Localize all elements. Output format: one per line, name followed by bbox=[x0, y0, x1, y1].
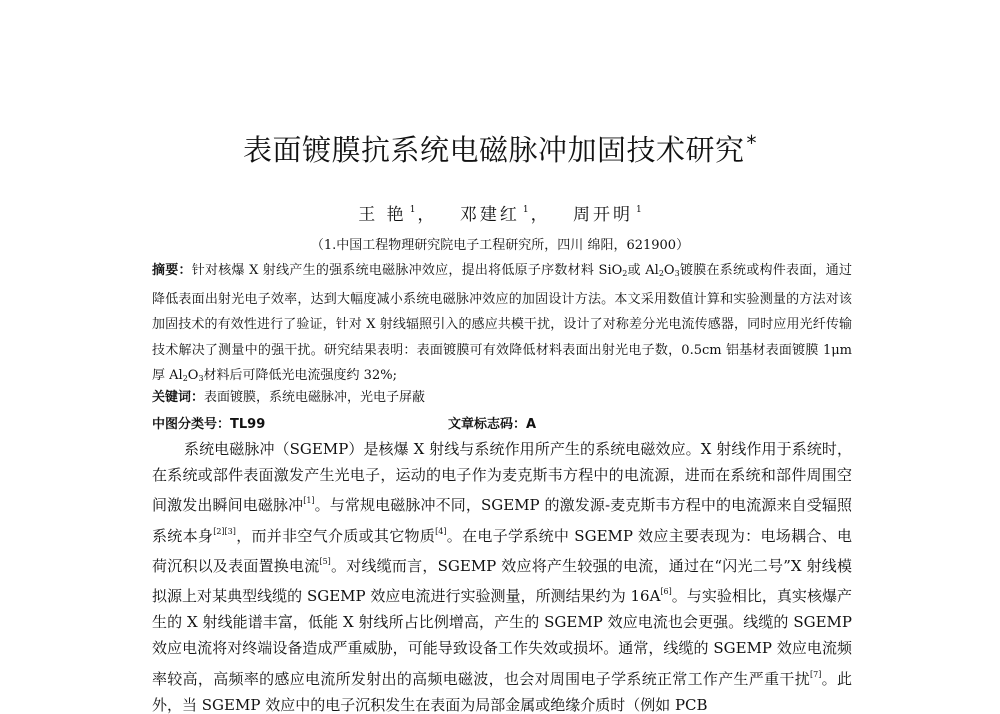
affiliation: （1.中国工程物理研究院电子工程研究所，四川 绵阳，621900） bbox=[310, 238, 690, 253]
author-list bbox=[0, 200, 1000, 225]
author-name: 王 艳 bbox=[358, 205, 407, 225]
clc-value: TL99 bbox=[230, 417, 266, 432]
abstract-text: 或 Al bbox=[627, 263, 659, 278]
citation[interactable]: [5] bbox=[319, 556, 331, 566]
abstract-text: 材料后可降低光电流强度约 32%; bbox=[203, 368, 397, 383]
doc-code-label: 文章标志码： bbox=[448, 417, 527, 432]
subscript: 3 bbox=[674, 269, 680, 278]
keywords-label: 关键词： bbox=[152, 390, 205, 405]
author-separator: ， bbox=[530, 205, 551, 225]
author-affiliation-mark: 1 bbox=[522, 205, 529, 215]
author-name: 周开明 bbox=[572, 205, 633, 225]
subscript: 2 bbox=[658, 269, 664, 278]
abstract-text: O bbox=[663, 263, 675, 278]
body-text: 。在电子学系统中 SGEMP 效应主要表现为：电场耦合、电荷沉积以及表面置换电流 bbox=[152, 526, 852, 575]
body-text: 。与实验相比，真实核爆产生的 X 射线能谱丰富，低能 X 射线所占比例增高，产生的 SGEMP 效应电流也会更强。线缆的 SGEMP 效应电流将对终端设备造成严重威胁，可能导致设备工作失效或损坏。通常，线缆的 SGEMP 效应电流频率较高，高频率的感应电流所发射出的高频电磁波，也会对周围电子学系统正常工作产生严重干扰 bbox=[152, 587, 852, 688]
body-text: 。此外，当 SGEMP 效应中的电子沉积发生在表面为局部金属或绝缘介质时（例如 PCB bbox=[152, 669, 852, 714]
body-text: ，而并非空气介质或其它物质 bbox=[235, 526, 436, 545]
body-text: 系统电磁脉冲（SGEMP）是核爆 X 射线与系统作用所产生的系统电磁效应。X 射线作用于系统时，在系统或部件表面激发产生光电子，运动的电子作为麦克斯韦方程中的电流源，进而在系统和部件周围空间激发出瞬间电磁脉冲 bbox=[152, 440, 852, 515]
citation[interactable]: [7] bbox=[810, 669, 822, 679]
classification-row bbox=[152, 413, 852, 432]
clc-label: 中图分类号： bbox=[152, 417, 231, 432]
subscript: 2 bbox=[622, 269, 628, 278]
abstract-text: 针对核爆 X 射线产生的强系统电磁脉冲效应，提出将低原子序数材料 SiO bbox=[191, 263, 623, 278]
citation[interactable]: [1] bbox=[303, 496, 315, 506]
keywords-text: 表面镀膜，系统电磁脉冲，光电子屏蔽 bbox=[204, 390, 426, 405]
body-text: 。对线缆而言，SGEMP 效应将产生较强的电流，通过在“闪光二号”X 射线模拟源上对某典型线缆的 SGEMP 效应电流进行实验测量，所测结果约为 16A bbox=[152, 556, 852, 606]
subscript: 3 bbox=[198, 374, 204, 383]
author-separator: ， bbox=[417, 205, 438, 225]
author-affiliation-mark: 1 bbox=[635, 205, 642, 215]
document-code bbox=[448, 413, 536, 432]
citation[interactable]: [6] bbox=[660, 587, 672, 597]
author-name: 邓建红 bbox=[459, 205, 520, 225]
citation[interactable]: [4] bbox=[435, 526, 447, 536]
citation[interactable]: [2][3] bbox=[213, 526, 236, 536]
doc-code-value: A bbox=[526, 417, 537, 432]
abstract-label: 摘要： bbox=[152, 263, 192, 278]
abstract bbox=[152, 258, 852, 392]
abstract-text: 镀膜在系统或构件表面，通过降低表面出射光电子效率，达到大幅度减小系统电磁脉冲效应的加固设计方法。本文采用数值计算和实验测量的方法对该加固技术的有效性进行了验证，针对 X 射线辐照引入的感应共模干扰，设计了对称差分光电流传感器，同时应用光纤传输技术解决了测量中的强干扰。研究结果表明：表面镀膜可有效降低材料表面出射光电子数，0.5cm 铝基材表面镀膜 1μm 厚 Al bbox=[152, 263, 852, 383]
author-affiliation-mark: 1 bbox=[409, 205, 416, 215]
body-paragraph bbox=[152, 436, 852, 714]
keywords bbox=[152, 386, 852, 405]
body-text: 。与常规电磁脉冲不同，SGEMP 的激发源-麦克斯韦方程中的电流源来自受辐照系统本身 bbox=[152, 496, 852, 545]
paper-title bbox=[0, 128, 1000, 169]
subscript: 2 bbox=[182, 374, 188, 383]
title-text: 表面镀膜抗系统电磁脉冲加固技术研究 bbox=[242, 133, 745, 167]
abstract-text: O bbox=[187, 368, 199, 383]
title-footnote-mark: * bbox=[746, 131, 757, 155]
